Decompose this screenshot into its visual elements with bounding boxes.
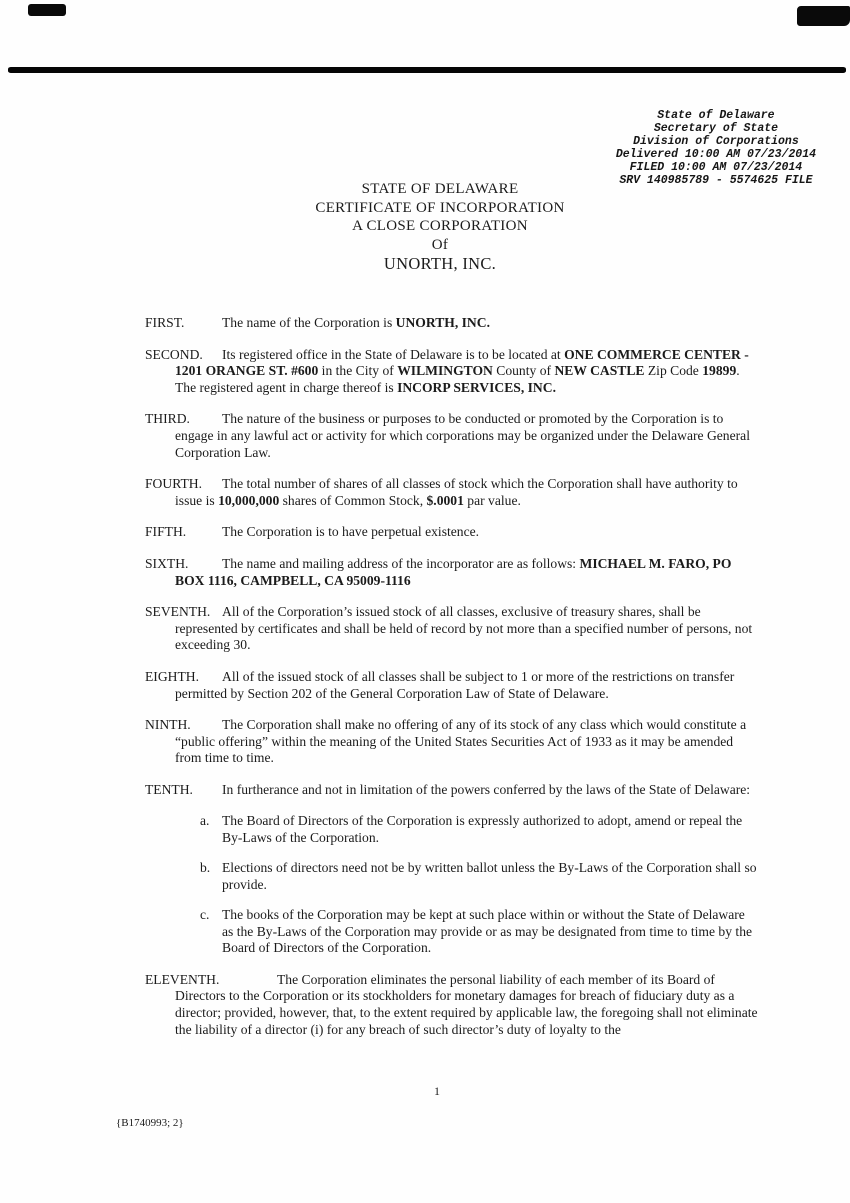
text-run: The nature of the business or purposes to be conducted or promoted by the Corporation is to engage in any lawful act or activity for which corporations may be organized under the Delaware General Corporation Law. xyxy=(175,411,750,460)
text-run: 10,000,000 xyxy=(218,492,280,508)
text-run: County of xyxy=(492,363,555,379)
text-run: The Corporation shall make no offering of any of its stock of any class which would constitute a “public offering” within the meaning of the United States Securities Act of 1933 as it may be amended from time to time. xyxy=(175,717,747,766)
stamp-line: SRV 140985789 - 5574625 FILE xyxy=(619,173,813,187)
text-run: MICHAEL M. FARO, PO BOX 1116, CAMPBELL, CA 95009-1116 xyxy=(175,555,732,588)
article-text xyxy=(175,347,749,395)
text-run: Zip Code xyxy=(644,363,703,379)
article-fifth xyxy=(145,524,759,541)
article-third xyxy=(145,411,759,461)
title-line: CERTIFICATE OF INCORPORATION xyxy=(315,199,565,216)
article-label: ELEVENTH. xyxy=(145,971,220,987)
article-ninth xyxy=(145,717,759,767)
text-run: par value. xyxy=(463,492,521,508)
stamp-line: State of Delaware xyxy=(657,109,775,122)
text-run: Its registered office in the State of Delaware is to be located at xyxy=(222,346,565,362)
text-run: WILMINGTON xyxy=(397,363,493,379)
subitem-letter: a. xyxy=(200,813,210,829)
text-run: . The registered agent in charge thereof is xyxy=(175,363,740,395)
article-label: SEVENTH. xyxy=(145,604,211,620)
text-run: All of the issued stock of all classes shall be subject to 1 or more of the restrictions on transfer permitted by Section 202 of the General Corporation Law of State of Delaware. xyxy=(175,668,735,701)
text-run: The Corporation eliminates the personal liability of each member of its Board of Directors to the Corporation or its stockholders for monetary damages for breach of fiduciary duty as a director; provided, however, that, to the extent required by applicable law, the foregoing shall not eliminate the liability of a director (i) for any breach of such director’s duty of loyalty to the xyxy=(175,971,758,1037)
article-text xyxy=(222,524,479,539)
stamp-line: Division of Corporations xyxy=(633,134,799,148)
article-text xyxy=(175,556,731,588)
subitem-text: The Board of Directors of the Corporation is expressly authorized to adopt, amend or repeal the By-Laws of the Corporation. xyxy=(222,813,743,846)
article-label: THIRD. xyxy=(145,411,190,427)
article-text xyxy=(222,315,490,330)
subitem-text: Elections of directors need not be by written ballot unless the By-Laws of the Corporation shall so provide. xyxy=(222,860,757,892)
text-run: $.0001 xyxy=(426,492,464,508)
title-company-name: UNORTH, INC. xyxy=(383,254,497,273)
subitem-letter: b. xyxy=(200,860,211,876)
text-run: The name of the Corporation is xyxy=(222,315,396,330)
article-label: FOURTH. xyxy=(145,476,202,492)
article-text xyxy=(175,411,750,459)
article-fourth xyxy=(145,476,759,509)
article-first xyxy=(145,315,759,332)
title-line: Of xyxy=(431,236,449,253)
stamp-line: Delivered 10:00 AM 07/23/2014 xyxy=(615,147,816,161)
article-text xyxy=(175,476,738,508)
subitem-letter: c. xyxy=(200,907,210,923)
article-sixth xyxy=(145,556,759,589)
article-text xyxy=(175,604,752,652)
scan-artifact-top-left xyxy=(28,4,66,16)
title-line: STATE OF DELAWARE xyxy=(361,181,519,197)
subitem-c xyxy=(200,907,759,957)
text-run: The Corporation is to have perpetual existence. xyxy=(222,524,480,540)
text-run: In furtherance and not in limitation of the powers conferred by the laws of the State of Delaware: xyxy=(222,781,751,797)
article-eleventh xyxy=(145,972,759,1038)
article-label: NINTH. xyxy=(145,717,191,733)
article-eighth xyxy=(145,669,759,702)
text-run: All of the Corporation’s issued stock of all classes, exclusive of treasury shares, shall be represented by certificates and shall be held of record by not more than a specified number of persons, not exceeding 30. xyxy=(175,604,753,653)
text-run: The name and mailing address of the incorporator are as follows: xyxy=(222,555,580,571)
document-title xyxy=(60,180,820,274)
article-label: TENTH. xyxy=(145,781,193,797)
scan-artifact-top-right xyxy=(797,6,850,26)
title-line: A CLOSE CORPORATION xyxy=(352,218,528,234)
text-run: 19899 xyxy=(702,363,737,379)
article-tenth xyxy=(145,782,759,799)
text-run: INCORP SERVICES, INC. xyxy=(397,379,556,395)
footer-reference: {B1740993; 2} xyxy=(116,1117,184,1129)
document-body xyxy=(145,315,759,1053)
article-text xyxy=(175,669,734,701)
text-run: UNORTH, INC. xyxy=(395,315,490,330)
article-label: FIFTH. xyxy=(145,524,187,540)
article-label: EIGHTH. xyxy=(145,668,199,684)
subitem-text: The books of the Corporation may be kept at such place within or without the State of Delaware as the By-Laws of the Corporation may provide or as may be designated from time to time by the Board of Directors of the Corporation. xyxy=(222,907,753,956)
article-label: SIXTH. xyxy=(145,555,189,571)
page-number: 1 xyxy=(434,1084,440,1098)
text-run: The total number of shares of all classes of stock which the Corporation shall have authority to issue is xyxy=(175,476,738,508)
article-label: SECOND. xyxy=(145,346,203,362)
article-text xyxy=(222,782,750,797)
text-run: shares of Common Stock, xyxy=(279,492,427,508)
article-text xyxy=(175,717,746,765)
subitem-a xyxy=(200,813,759,846)
article-tenth-sublist xyxy=(145,813,759,956)
text-run: NEW CASTLE xyxy=(554,363,645,379)
text-run: in the City of xyxy=(318,363,398,379)
article-seventh xyxy=(145,604,759,654)
filing-stamp xyxy=(616,110,816,187)
article-second xyxy=(145,347,759,397)
stamp-line: Secretary of State xyxy=(653,121,779,135)
article-label: FIRST. xyxy=(145,315,185,330)
horizontal-rule xyxy=(8,67,846,73)
text-run: ONE COMMERCE CENTER - 1201 ORANGE ST. #600 xyxy=(175,346,749,379)
subitem-b xyxy=(200,860,759,893)
stamp-line: FILED 10:00 AM 07/23/2014 xyxy=(629,160,803,174)
